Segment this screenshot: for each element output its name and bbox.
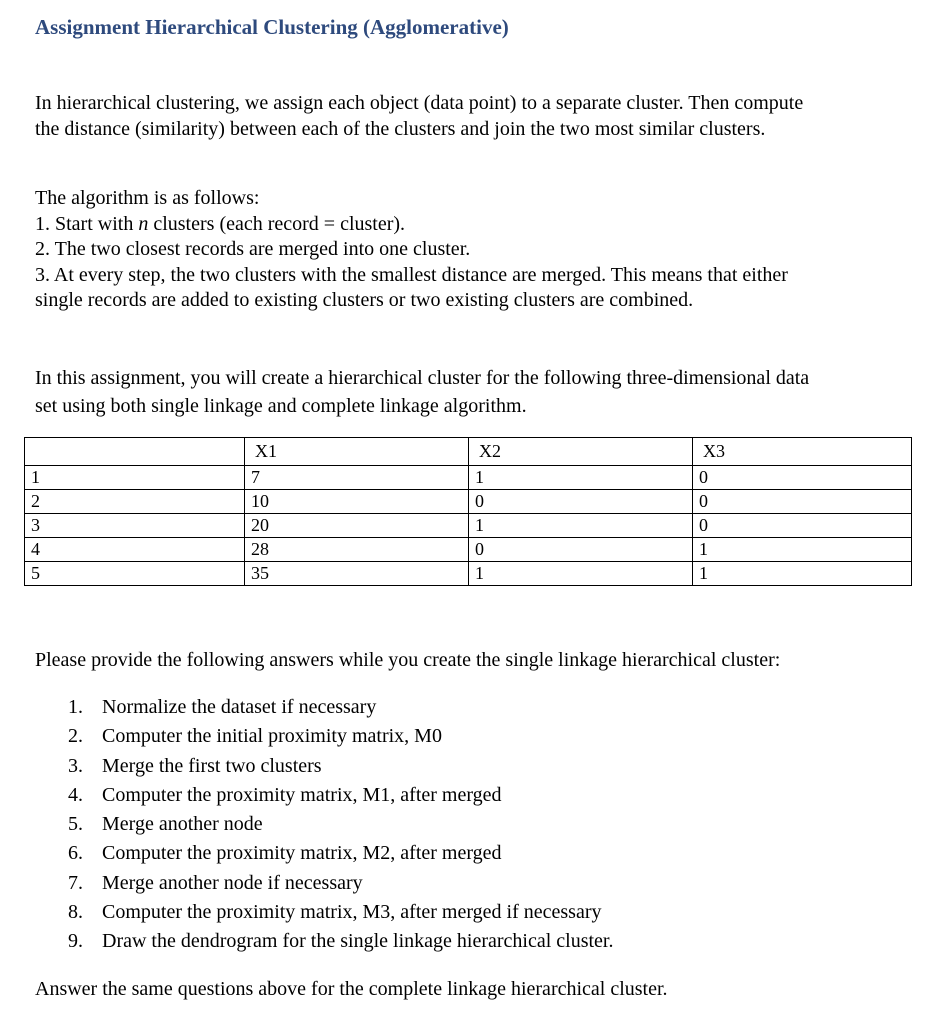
table-row <box>25 514 912 538</box>
question-text: Normalize the dataset if necessary <box>102 696 377 718</box>
step-1-suffix: clusters (each record = cluster). <box>148 212 406 235</box>
list-item <box>68 869 888 898</box>
algorithm-heading: The algorithm is as follows: <box>35 187 260 209</box>
intro-line: In hierarchical clustering, we assign each object (data point) to a separate cluster. Then compute <box>35 92 804 114</box>
question-number: 2. <box>68 725 83 748</box>
table-cell: 10 <box>245 490 469 514</box>
question-text: Computer the proximity matrix, M1, after merged <box>102 783 502 806</box>
page-title: Assignment Hierarchical Clustering (Agglomerative) <box>35 15 509 39</box>
algorithm-section <box>35 186 915 314</box>
list-item <box>68 781 888 810</box>
table-cell: 5 <box>25 562 245 586</box>
table-cell: 1 <box>693 538 912 562</box>
table-cell: 4 <box>25 538 245 562</box>
assignment-paragraph <box>35 364 915 420</box>
table-cell: 2 <box>25 490 245 514</box>
assignment-line: set using both single linkage and complete linkage algorithm. <box>35 395 527 417</box>
list-item <box>68 693 888 722</box>
algorithm-step-3-line-2: single records are added to existing clusters or two existing clusters are combined. <box>35 289 694 311</box>
question-text: Merge another node <box>102 813 263 836</box>
table-row <box>25 466 912 490</box>
step-1-variable: n <box>138 212 149 235</box>
algorithm-step-1 <box>35 212 915 238</box>
question-number: 9. <box>68 930 83 953</box>
list-item <box>68 898 888 927</box>
table-cell: 0 <box>693 490 912 514</box>
question-number: 8. <box>68 901 83 924</box>
list-item <box>68 927 888 956</box>
question-number: 3. <box>68 754 83 777</box>
table-header-row <box>25 438 912 466</box>
data-table <box>24 437 912 586</box>
algorithm-step-3-line-1: 3. At every step, the two clusters with the smallest distance are merged. This means that either <box>35 263 788 286</box>
question-text: Merge the first two clusters <box>102 754 322 777</box>
table-row <box>25 562 912 586</box>
intro-paragraph <box>35 91 915 142</box>
table-header-cell: X1 <box>245 438 469 466</box>
question-text: Computer the proximity matrix, M3, after merged if necessary <box>102 901 602 924</box>
assignment-line: In this assignment, you will create a hierarchical cluster for the following three-dimensional data <box>35 367 810 389</box>
table-cell: 1 <box>693 562 912 586</box>
complete-linkage-note: Answer the same questions above for the complete linkage hierarchical cluster. <box>35 978 668 1000</box>
question-number: 1. <box>68 696 83 718</box>
table-cell: 28 <box>245 538 469 562</box>
list-item <box>68 839 888 868</box>
table-cell: 0 <box>469 538 693 562</box>
table-row <box>25 490 912 514</box>
list-item <box>68 752 888 781</box>
table-cell: 1 <box>469 514 693 538</box>
list-item <box>68 722 888 751</box>
question-number: 7. <box>68 871 83 894</box>
table-header-cell: X3 <box>693 438 912 466</box>
question-text: Draw the dendrogram for the single linkage hierarchical cluster. <box>102 930 614 953</box>
table-header-cell: X2 <box>469 438 693 466</box>
table-cell: 0 <box>469 490 693 514</box>
list-item <box>68 810 888 839</box>
table-cell: 7 <box>245 466 469 490</box>
table-cell: 1 <box>25 466 245 490</box>
intro-line: the distance (similarity) between each of the clusters and join the two most similar clusters. <box>35 117 766 140</box>
table-row <box>25 538 912 562</box>
question-number: 4. <box>68 783 83 806</box>
table-cell: 3 <box>25 514 245 538</box>
question-number: 5. <box>68 813 83 836</box>
question-text: Computer the initial proximity matrix, M0 <box>102 725 442 748</box>
table-header-cell <box>25 438 245 466</box>
question-text: Merge another node if necessary <box>102 871 363 894</box>
table-cell: 1 <box>469 562 693 586</box>
question-list <box>68 693 888 957</box>
table-cell: 20 <box>245 514 469 538</box>
question-number: 6. <box>68 842 83 865</box>
single-linkage-prompt: Please provide the following answers while you create the single linkage hierarchical cluster: <box>35 649 781 671</box>
step-1-prefix: 1. Start with <box>35 212 139 235</box>
question-text: Computer the proximity matrix, M2, after merged <box>102 842 502 865</box>
table-cell: 1 <box>469 466 693 490</box>
table-cell: 35 <box>245 562 469 586</box>
table-cell: 0 <box>693 466 912 490</box>
table-cell: 0 <box>693 514 912 538</box>
algorithm-step-2: 2. The two closest records are merged into one cluster. <box>35 238 471 260</box>
